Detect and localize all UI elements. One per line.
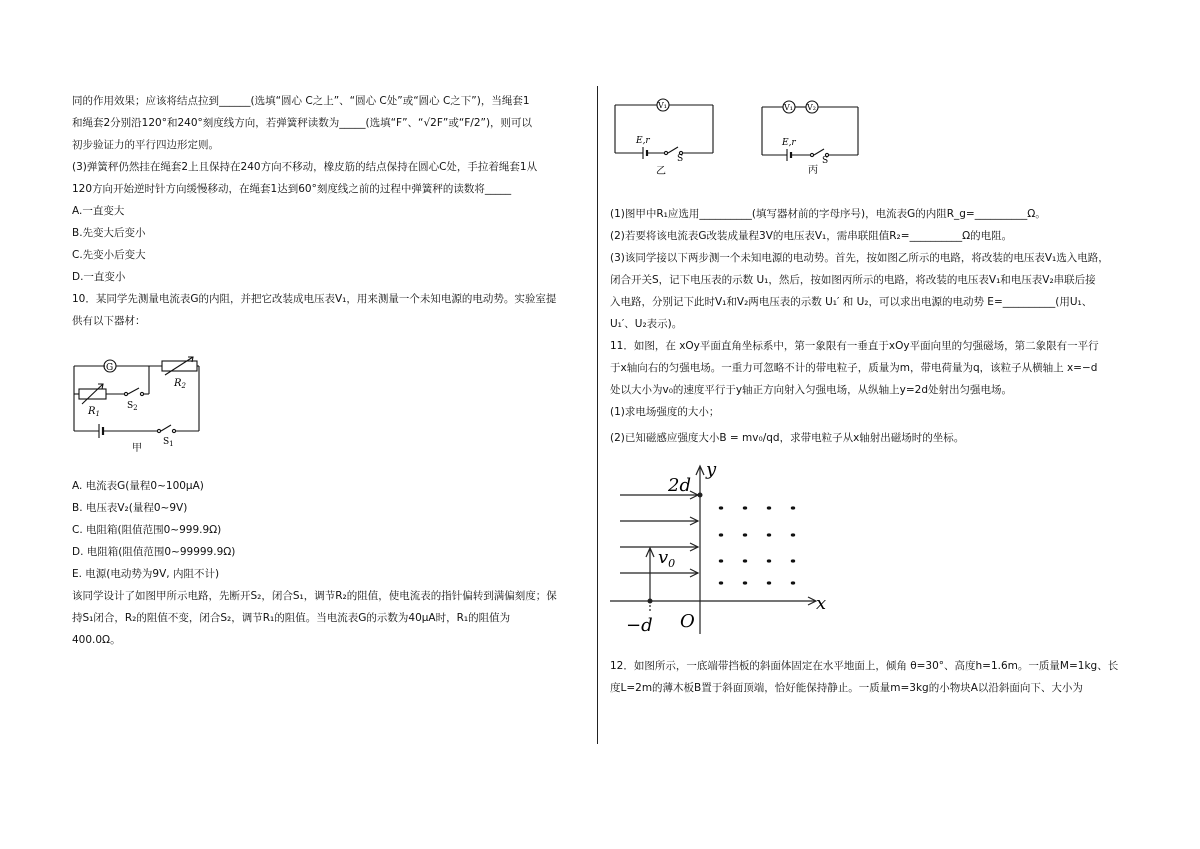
right-text-block-b bbox=[610, 655, 1130, 699]
text-line: (2)若要将该电流表G改装成量程3V的电压表V₁，需串联阻值R₂=__________Ω的电阻。 bbox=[610, 230, 1013, 242]
text-line: (3)弹簧秤仍然挂在绳套2上且保持在240方向不移动，橡皮筋的结点保持在圆心C处，手拉着绳套1从 bbox=[72, 161, 538, 173]
r1-label: $R_1$ bbox=[88, 406, 100, 418]
column-divider bbox=[597, 86, 598, 744]
question-10-line: 10．某同学先测量电流表G的内阻，并把它改装成电压表V₁，用来测量一个未知电源的电动势。实验室提 bbox=[72, 293, 557, 305]
left-text-block bbox=[72, 90, 580, 332]
text-line: 该同学设计了如图甲所示电路，先断开S₂，闭合S₁，调节R₂的阻值，使电流表的指针偏转到满偏刻度；保 bbox=[72, 590, 557, 602]
text-line: (1)图甲中R₁应选用__________(填写器材前的字母序号)，电流表G的内阻R_g=__________Ω。 bbox=[610, 208, 1046, 220]
text-line: 持S₁闭合，R₂的阻值不变，闭合S₂，调节R₁的阻值。当电流表G的示数为40μA时，R₁的阻值为 bbox=[72, 612, 511, 624]
r2-label: $R_2$ bbox=[174, 378, 186, 390]
text-line: (3)该同学接以下两步测一个未知电源的电动势。首先，按如图乙所示的电路，将改装的电压表V₁选入电路， bbox=[610, 252, 1109, 264]
question-12-line: 度L=2m的薄木板B置于斜面顶端，恰好能保持静止。一质量m=3kg的小物块A以沿斜面向下、大小为 bbox=[610, 682, 1083, 694]
equipment-list bbox=[72, 475, 580, 585]
text-line: 闭合开关S，记下电压表的示数 U₁，然后，按如图丙所示的电路，将改装的电压表V₁和电压表V₂串联后接 bbox=[610, 274, 1096, 286]
circuit-diagrams-yi-bing bbox=[610, 95, 870, 177]
text-line: 和绳套2分别沿120°和240°刻度线方向，若弹簧秤读数为_____(选填“F”、“√2F”或“F/2”)，则可以 bbox=[72, 117, 533, 129]
right-text-block-a bbox=[610, 203, 1130, 449]
voltmeter-v1-label: V₁ bbox=[784, 103, 793, 112]
text-line: U₁′、U₂表示)。 bbox=[610, 318, 683, 330]
field-figure bbox=[610, 459, 840, 639]
switch-label: S bbox=[822, 156, 829, 166]
option-a: A.一直变大 bbox=[72, 205, 125, 217]
text-line: 初步验证力的平行四边形定则。 bbox=[72, 139, 219, 151]
galvanometer-label: G bbox=[106, 363, 114, 373]
option-d: D.一直变小 bbox=[72, 271, 126, 283]
figure-caption-jia: 甲 bbox=[132, 443, 142, 453]
y-axis-label: y bbox=[706, 459, 717, 480]
question-11-line: 于x轴向右的匀强电场。一重力可忽略不计的带电粒子，质量为m，带电荷量为q，该粒子从横轴上 x=−d bbox=[610, 362, 1098, 374]
equipment-item: D. 电阻箱(阻值范围0~99999.9Ω) bbox=[72, 546, 236, 558]
circuit-diagram-jia bbox=[72, 338, 212, 453]
s2-label: $S_2$ bbox=[127, 401, 138, 412]
option-b: B.先变大后变小 bbox=[72, 227, 146, 239]
y-mark-label: 2d bbox=[668, 475, 691, 496]
velocity-label: $v_0$ bbox=[658, 547, 676, 570]
source-label: E,r bbox=[782, 138, 796, 148]
right-column bbox=[610, 95, 1130, 699]
voltmeter-v1-label: V₁ bbox=[658, 101, 667, 110]
option-c: C.先变小后变大 bbox=[72, 249, 146, 261]
question-10-line: 供有以下器材： bbox=[72, 315, 146, 327]
text-line: 同的作用效果；应该将结点拉到______(选填“圆心 C之上”、“圆心 C处”或“圆心 C之下”)，当绳套1 bbox=[72, 95, 530, 107]
equipment-item: B. 电压表V₂(量程0~9V) bbox=[72, 502, 188, 514]
equipment-item: C. 电阻箱(阻值范围0~999.9Ω) bbox=[72, 524, 222, 536]
left-column bbox=[72, 90, 580, 651]
text-line: 400.0Ω。 bbox=[72, 634, 121, 646]
question-11-line: 处以大小为v₀的速度平行于y轴正方向射入匀强电场，从纵轴上y=2d处射出匀强电场。 bbox=[610, 384, 1012, 396]
procedure-paragraph bbox=[72, 585, 580, 651]
source-label: E,r bbox=[636, 136, 650, 146]
text-line: 入电路，分别记下此时V₁和V₂两电压表的示数 U₁′ 和 U₂，可以求出电源的电动势 E=__________(用U₁、 bbox=[610, 296, 1093, 308]
equipment-item: E. 电源(电动势为9V, 内阻不计) bbox=[72, 568, 220, 580]
x-mark-label: −d bbox=[626, 615, 653, 636]
question-11-part2: (2)已知磁感应强度大小B = mv₀/qd，求带电粒子从x轴射出磁场时的坐标。 bbox=[610, 432, 965, 444]
switch-label: S bbox=[677, 154, 684, 164]
s1-label: $S_1$ bbox=[163, 437, 174, 448]
question-11-line: 11．如图，在 xOy平面直角坐标系中，第一象限有一垂直于xOy平面向里的匀强磁场，第二象限有一平行 bbox=[610, 340, 1099, 352]
origin-label: O bbox=[680, 611, 695, 632]
x-axis-label: x bbox=[816, 593, 827, 614]
voltmeter-v2-label: V₂ bbox=[807, 103, 816, 112]
text-line: 120方向开始逆时针方向缓慢移动，在绳套1达到60°刻度线之前的过程中弹簧秤的读数将_____ bbox=[72, 183, 512, 195]
question-11-part1: (1)求电场强度的大小； bbox=[610, 406, 720, 418]
figure-caption-yi: 乙 bbox=[656, 166, 666, 177]
equipment-item: A. 电流表G(量程0~100μA) bbox=[72, 480, 204, 492]
question-12-line: 12．如图所示，一底端带挡板的斜面体固定在水平地面上，倾角 θ=30°、高度h=1.6m。一质量M=1kg、长 bbox=[610, 660, 1119, 672]
figure-caption-bing: 丙 bbox=[808, 165, 818, 176]
